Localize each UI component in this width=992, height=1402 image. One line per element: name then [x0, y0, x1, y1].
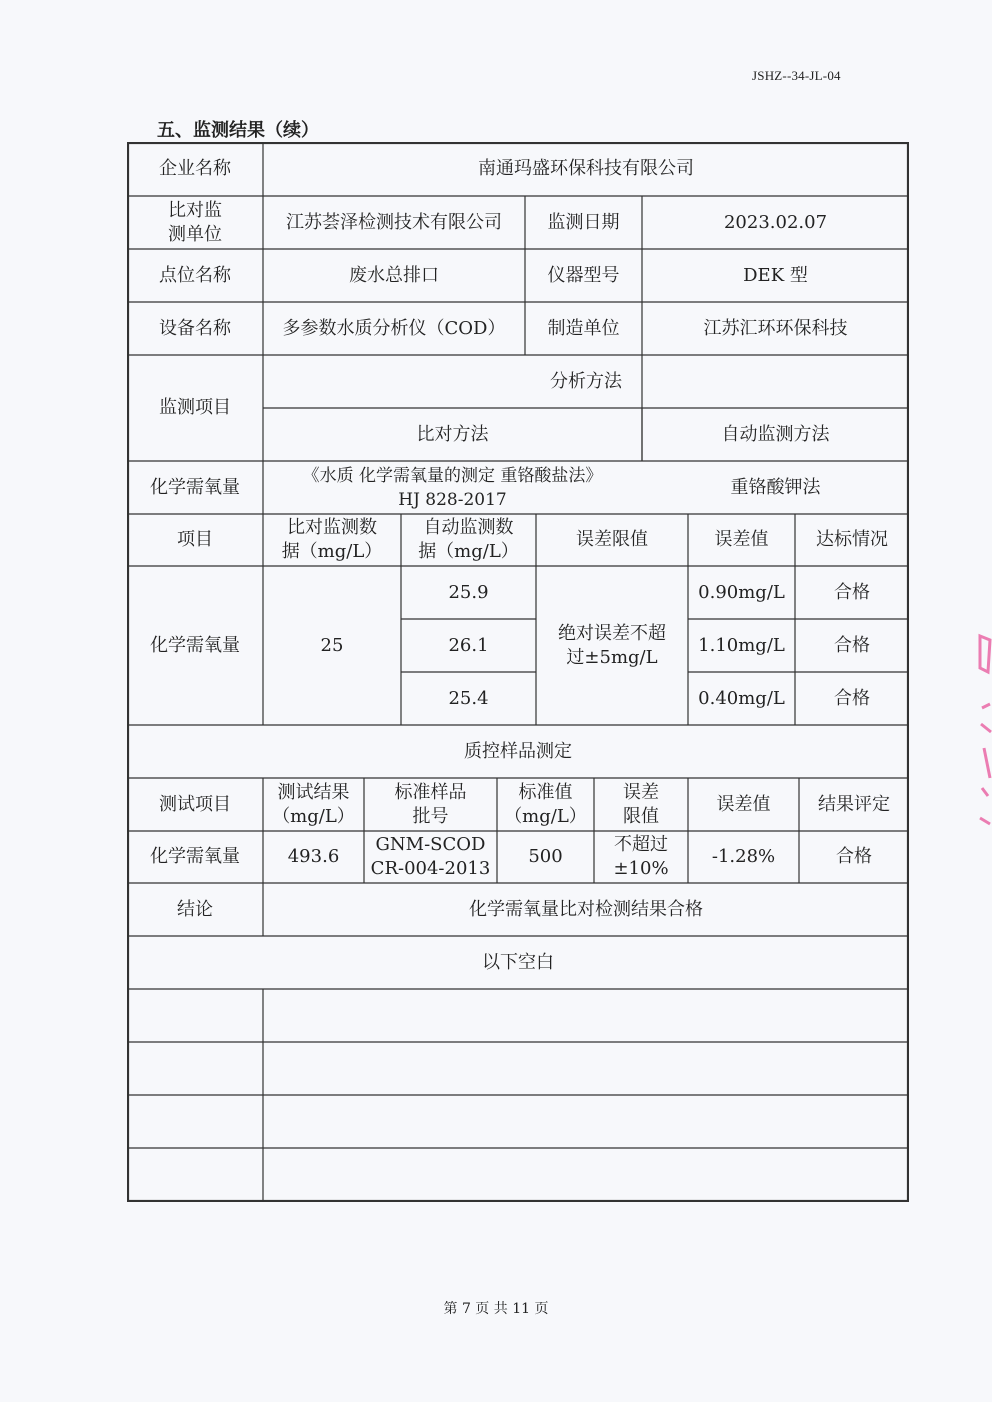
cod-method-item: 化学需氧量: [150, 476, 240, 498]
status-1: 合格: [834, 581, 870, 603]
monitoring-results-table: [127, 142, 909, 1202]
qc-eval-header: 结果评定: [818, 793, 890, 815]
error-value-2: 1.10mg/L: [698, 634, 785, 656]
compare-method-header: 比对方法: [416, 423, 489, 445]
qc-batch-header: 标准样品 批号: [394, 781, 467, 827]
auto-method-header: 自动监测方法: [721, 423, 830, 445]
auto-data-header: 自动监测数 据（mg/L）: [418, 517, 519, 562]
qc-eval: 合格: [836, 846, 872, 867]
instrument-model-label: 仪器型号: [547, 264, 620, 286]
conclusion-label: 结论: [177, 898, 213, 920]
compare-method-value: 《水质 化学需氧量的测定 重铬酸盐法》 HJ 828-2017: [302, 465, 603, 510]
compare-unit-value: 江苏荟泽检测技术有限公司: [286, 211, 502, 233]
qc-result-header: 测试结果 （mg/L）: [272, 781, 355, 827]
qc-item-header: 测试项目: [159, 793, 231, 815]
compare-data-header: 比对监测数 据（mg/L）: [281, 517, 383, 562]
error-value-3: 0.40mg/L: [698, 687, 785, 709]
qc-result: 493.6: [287, 846, 340, 867]
manufacturer-label: 制造单位: [547, 317, 620, 339]
monitoring-item-label: 监测项目: [159, 397, 231, 418]
page-number: 第 7 页 共 11 页: [443, 1301, 549, 1317]
qc-batch: GNM-SCOD CR-004-2013: [370, 834, 491, 879]
error-limit-value: 绝对误差不超 过±5mg/L: [558, 622, 666, 668]
qc-error-header: 误差值: [716, 793, 771, 815]
comparison-item: 化学需氧量: [150, 634, 240, 656]
qc-standard: 500: [528, 846, 563, 867]
auto-method-value: 重铬酸钾法: [730, 476, 821, 498]
section-title: 五、监测结果（续）: [157, 120, 319, 141]
point-name-value: 废水总排口: [349, 264, 439, 286]
auto-value-2: 26.1: [448, 634, 489, 656]
error-limit-header: 误差限值: [576, 529, 648, 550]
blank-below-note: 以下空白: [482, 951, 554, 973]
status-3: 合格: [834, 687, 870, 709]
red-seal-stamp-edge: [976, 628, 992, 838]
qc-error: -1.28%: [711, 846, 776, 867]
qc-limit-header: 误差 限值: [623, 781, 659, 827]
auto-value-1: 25.9: [448, 581, 489, 603]
point-name-label: 点位名称: [159, 264, 231, 286]
conclusion-value: 化学需氧量比对检测结果合格: [469, 898, 703, 920]
document-code: JSHZ--34-JL-04: [752, 68, 841, 83]
qc-limit: 不超过 ±10%: [613, 834, 669, 879]
qc-standard-header: 标准值 （mg/L）: [504, 781, 587, 827]
instrument-model-value: DEK 型: [743, 264, 808, 286]
device-name-value: 多参数水质分析仪（COD）: [282, 317, 506, 339]
item-header: 项目: [177, 529, 213, 550]
device-name-label: 设备名称: [159, 317, 231, 339]
compare-value: 25: [320, 634, 344, 656]
company-name-label: 企业名称: [159, 158, 231, 179]
qc-item: 化学需氧量: [150, 846, 240, 867]
company-name-value: 南通玛盛环保科技有限公司: [478, 158, 694, 179]
auto-value-3: 25.4: [448, 687, 489, 709]
monitoring-date-value: 2023.02.07: [723, 211, 828, 233]
monitoring-date-label: 监测日期: [547, 211, 620, 233]
compliance-header: 达标情况: [816, 529, 888, 550]
manufacturer-value: 江苏汇环环保科技: [703, 317, 848, 339]
error-value-header: 误差值: [714, 529, 769, 550]
compare-unit-label: 比对监 测单位: [168, 199, 222, 245]
qc-section-title: 质控样品测定: [464, 740, 572, 762]
status-2: 合格: [834, 634, 870, 656]
analysis-method-header: 分析方法: [550, 370, 622, 392]
error-value-1: 0.90mg/L: [698, 581, 785, 603]
